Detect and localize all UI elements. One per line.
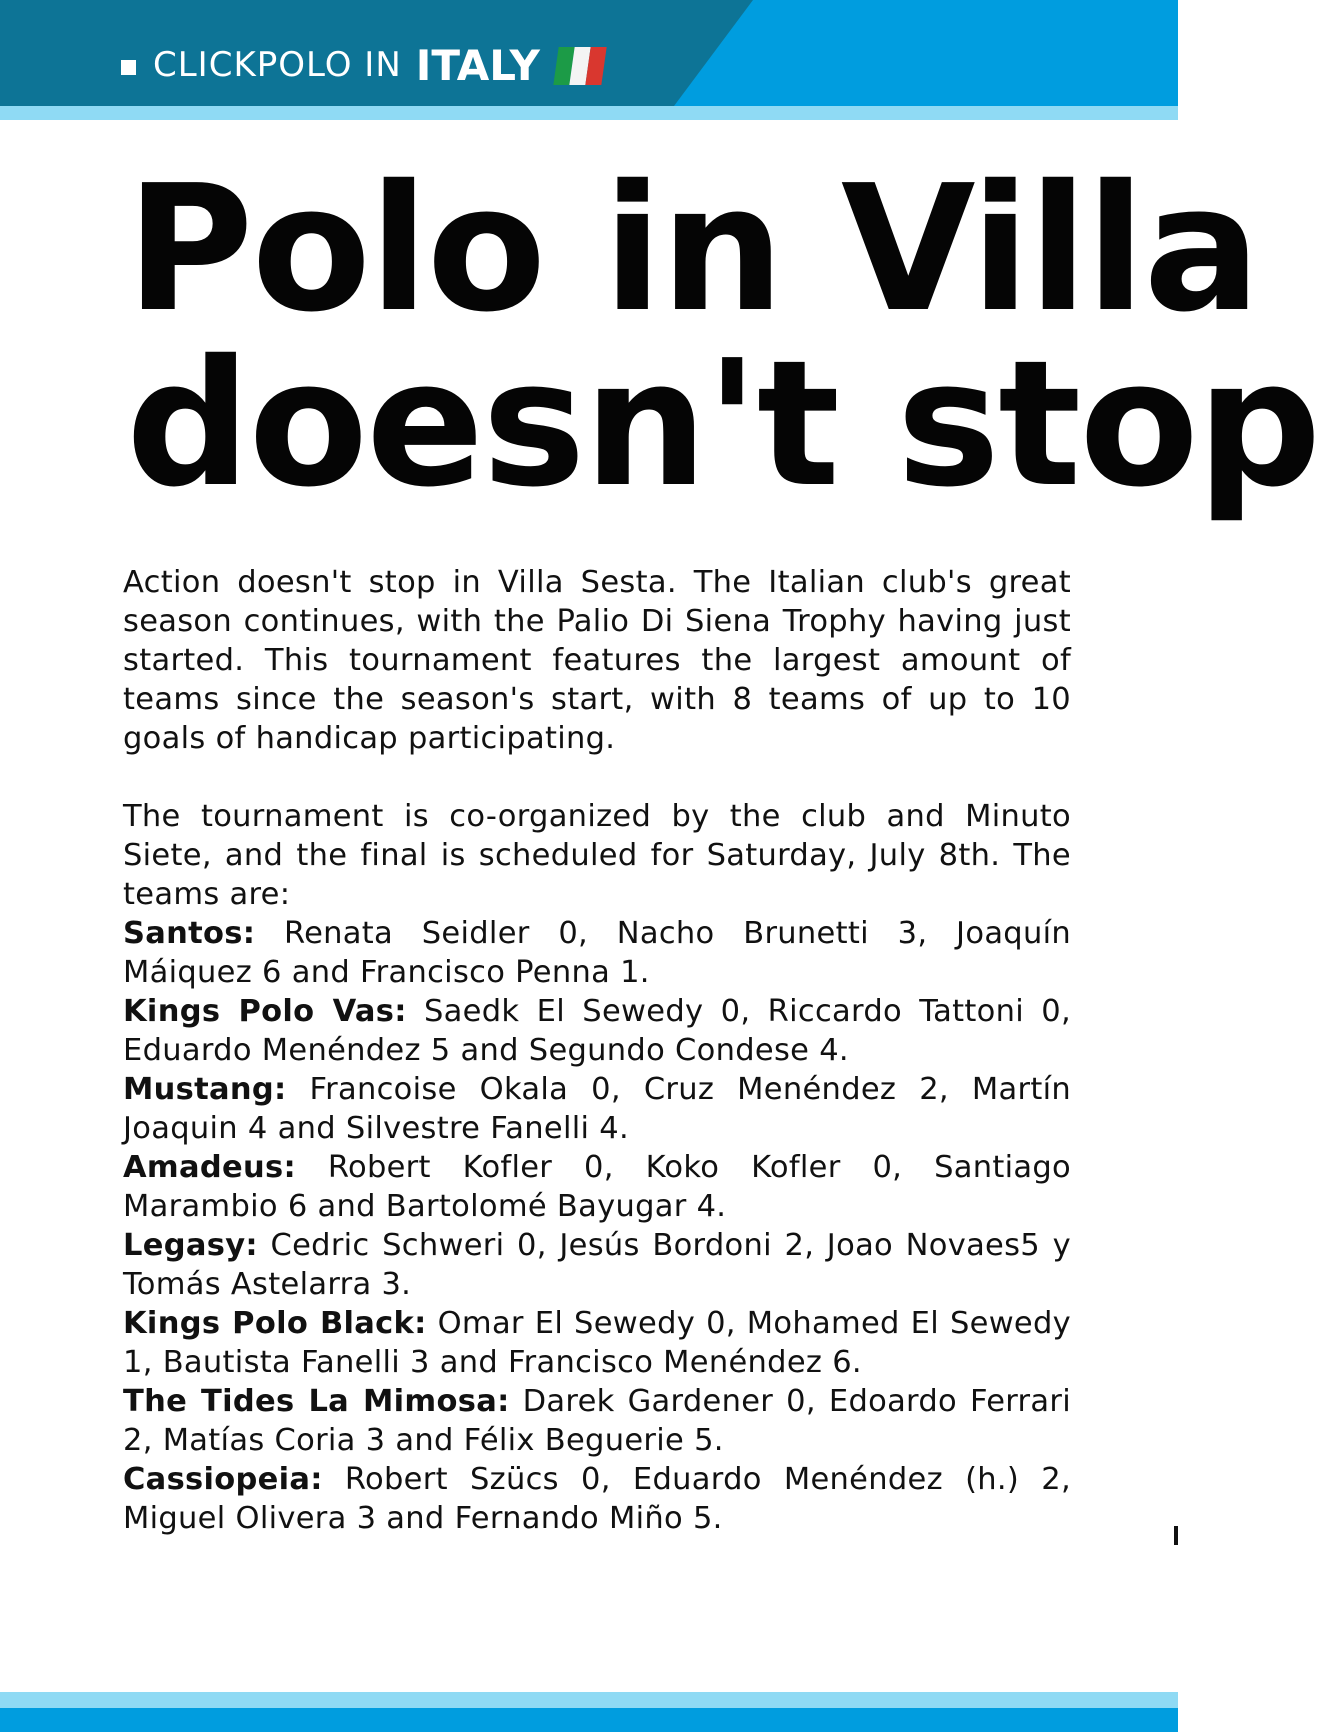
team-entry-kings-polo-vas [123, 992, 1071, 1070]
page-edge-mark [1174, 1526, 1178, 1545]
italy-flag-icon [553, 47, 606, 85]
team-name: The Tides La Mimosa: [123, 1384, 510, 1419]
intro-paragraph: Action doesn't stop in Villa Sesta. The Italian club's great season continues, with the Palio Di Siena Trophy having just started. This tournament features the largest amount of teams since the season's start, with 8 teams of up to 10 goals of handicap participating. [123, 565, 1071, 756]
team-entry-amadeus [123, 1148, 1071, 1226]
headline [126, 148, 1319, 560]
section-label: CLICKPOLO IN [153, 45, 402, 85]
organizer-paragraph: The tournament is co-organized by the club and Minuto Siete, and the final is scheduled for Saturday, July 8th. The teams are: [123, 799, 1071, 912]
team-entry-mustang [123, 1070, 1071, 1148]
team-players: Darek Gardener 0, Edoardo Ferrari 2, Matías Coria 3 and Félix Beguerie 5. [123, 1384, 1071, 1458]
headline-line-2: doesn't stop [126, 323, 1319, 526]
section-country: ITALY [415, 40, 540, 90]
header-band [0, 0, 1178, 106]
team-entry-cassiopeia [123, 1460, 1071, 1538]
team-entry-santos [123, 914, 1071, 992]
team-name: Kings Polo Vas: [123, 994, 407, 1029]
team-entry-the-tides-la-mimosa [123, 1382, 1071, 1460]
team-name: Cassiopeia: [123, 1462, 323, 1497]
footer-band [0, 1708, 1178, 1732]
team-players: Robert Kofler 0, Koko Kofler 0, Santiago Marambio 6 and Bartolomé Bayugar 4. [123, 1150, 1071, 1224]
team-players: Omar El Sewedy 0, Mohamed El Sewedy 1, Bautista Fanelli 3 and Francisco Menéndez 6. [123, 1306, 1072, 1380]
team-players: Saedk El Sewedy 0, Riccardo Tattoni 0, Eduardo Menéndez 5 and Segundo Condese 4. [123, 994, 1071, 1068]
article-body [123, 563, 1071, 1538]
team-name: Santos: [123, 916, 256, 951]
team-list [123, 914, 1071, 1538]
team-entry-legasy [123, 1226, 1071, 1304]
team-name: Kings Polo Black: [123, 1306, 427, 1341]
footer-accent-strip [0, 1692, 1178, 1708]
square-bullet-icon [121, 60, 136, 75]
team-players: Francoise Okala 0, Cruz Menéndez 2, Martín Joaquin 4 and Silvestre Fanelli 4. [123, 1072, 1072, 1146]
header-accent-strip [0, 106, 1178, 120]
team-players: Cedric Schweri 0, Jesús Bordoni 2, Joao Novaes5 y Tomás Astelarra 3. [123, 1228, 1071, 1302]
paragraph-spacer [123, 758, 1071, 797]
team-players: Renata Seidler 0, Nacho Brunetti 3, Joaquín Máiquez 6 and Francisco Penna 1. [123, 916, 1072, 990]
team-name: Legasy: [123, 1228, 258, 1263]
team-entry-kings-polo-black [123, 1304, 1071, 1382]
headline-line-1: Polo in Villa [126, 148, 1259, 351]
team-name: Amadeus: [123, 1150, 296, 1185]
team-players: Robert Szücs 0, Eduardo Menéndez (h.) 2, Miguel Olivera 3 and Fernando Miño 5. [123, 1462, 1071, 1536]
section-kicker [121, 40, 604, 90]
team-name: Mustang: [123, 1072, 287, 1107]
